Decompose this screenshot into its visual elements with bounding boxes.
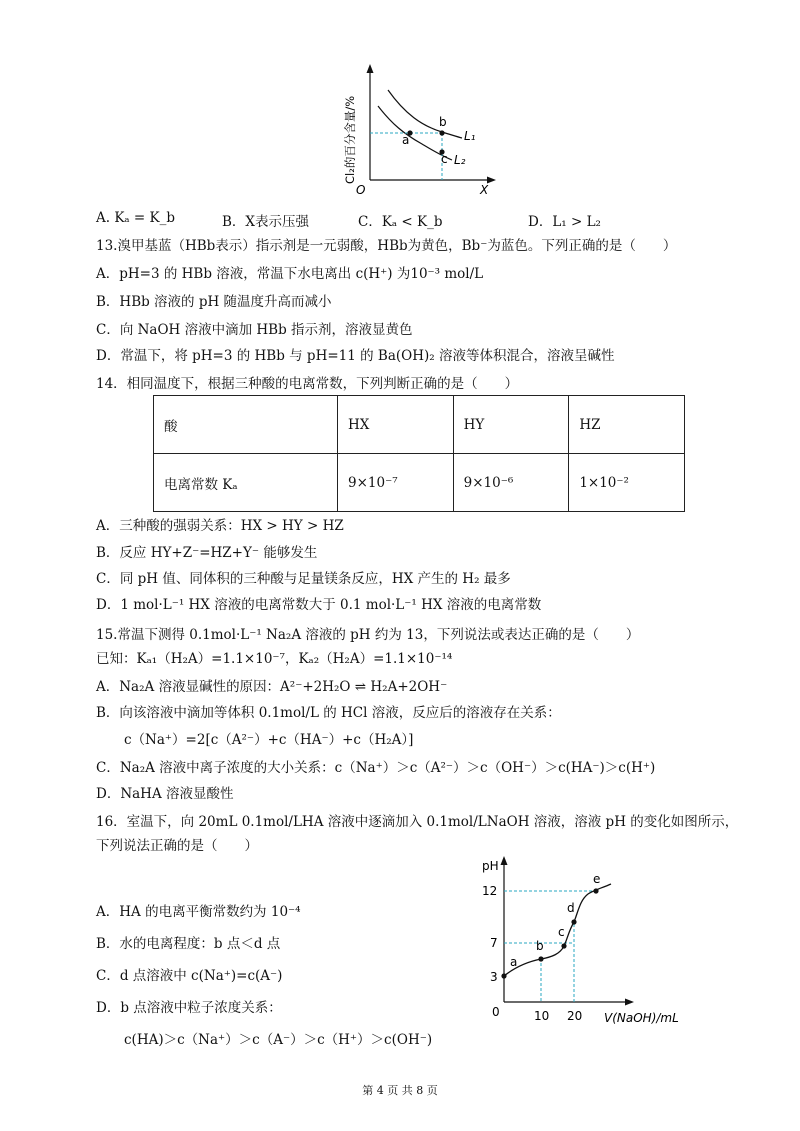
y-axis-label: Cl₂的百分含量/% — [343, 95, 357, 184]
point-c-label: c — [558, 925, 565, 939]
ka-table-cell: HZ — [569, 396, 685, 454]
q15-option-b: B．向该溶液中滴加等体积 0.1mol/L 的 HCl 溶液，反应后的溶液存在关系： — [96, 705, 561, 721]
point-d-label: d — [567, 901, 575, 915]
q13-option-d: D．常温下，将 pH=3 的 HBb 与 pH=11 的 Ba(OH)₂ 溶液等体积混合，溶液呈碱性 — [96, 348, 615, 364]
x-tick-20: 20 — [567, 1009, 583, 1023]
point-d-marker — [571, 919, 576, 924]
q15-option-a: A．Na₂A 溶液显碱性的原因：A²⁻+2H₂O ⇌ H₂A+2OH⁻ — [96, 679, 448, 695]
q14-stem: 14．相同温度下，根据三种酸的电离常数，下列判断正确的是（ ） — [96, 376, 519, 392]
curve-l1-label: L₁ — [464, 129, 476, 143]
ka-table-cell: 9×10⁻⁷ — [338, 454, 454, 512]
ka-table-cell: HX — [338, 396, 454, 454]
y-axis-arrow — [367, 64, 374, 73]
q15-option-d: D．NaHA 溶液显酸性 — [96, 786, 234, 802]
q15-known: 已知：Kₐ₁（H₂A）=1.1×10⁻⁷，Kₐ₂（H₂A）=1.1×10⁻¹⁴ — [96, 651, 453, 667]
graph-cl2-vs-x — [330, 62, 510, 200]
y-tick-3: 3 — [490, 970, 498, 984]
x-axis-label: X — [480, 183, 489, 197]
ka-table-value-row — [154, 454, 685, 512]
ka-table-cell: 酸 — [154, 396, 338, 454]
point-a-marker — [501, 973, 506, 978]
q12-option-d: D．L₁ > L₂ — [528, 214, 601, 230]
ka-table — [153, 395, 685, 512]
x-tick-10: 10 — [534, 1009, 550, 1023]
q16-stem-line2: 下列说法正确的是（ ） — [96, 838, 258, 854]
q16-stem-line1: 16．室温下，向 20mL 0.1mol/LHA 溶液中逐滴加入 0.1mol/LNaOH 溶液，溶液 pH 的变化如图所示， — [96, 814, 739, 830]
q15-option-c: C．Na₂A 溶液中离子浓度的大小关系：c（Na⁺）＞c（A²⁻）＞c（OH⁻）＞c(HA⁻)＞c(H⁺) — [96, 760, 656, 776]
q15-option-b-relation: c（Na⁺）=2[c（A²⁻）+c（HA⁻）+c（H₂A）] — [124, 732, 414, 748]
q12-option-b: B．X表示压强 — [222, 214, 310, 230]
y-axis-label: pH — [482, 859, 499, 873]
point-b-label: b — [439, 115, 447, 129]
point-b-label: b — [536, 939, 544, 953]
q13-option-a: A．pH=3 的 HBb 溶液，常温下水电离出 c(H⁺) 为10⁻³ mol/L — [96, 266, 484, 282]
q16-option-a: A．HA 的电离平衡常数约为 10⁻⁴ — [96, 904, 301, 920]
q15-stem: 15.常温下测得 0.1mol·L⁻¹ Na₂A 溶液的 pH 约为 13，下列说法或表达正确的是（ ） — [96, 627, 640, 643]
curve-l1 — [388, 90, 462, 138]
origin-label: O — [356, 183, 366, 197]
q16-option-d: D．b 点溶液中粒子浓度关系： — [96, 1000, 282, 1016]
q12-option-c: C．Kₐ < K_b — [358, 214, 443, 230]
ka-table-cell: 电离常数 Kₐ — [154, 454, 338, 512]
q14-option-a: A．三种酸的强弱关系：HX > HY > HZ — [96, 518, 344, 534]
y-tick-7: 7 — [490, 936, 498, 950]
x-axis-arrow — [487, 177, 496, 184]
q16-option-d-relation: c(HA)＞c（Na⁺）＞c（A⁻）＞c（H⁺）＞c(OH⁻) — [124, 1032, 433, 1048]
point-e-label: e — [593, 872, 601, 886]
q13-option-b: B．HBb 溶液的 pH 随温度升高而减小 — [96, 294, 332, 310]
q13-option-c: C．向 NaOH 溶液中滴加 HBb 指示剂，溶液显黄色 — [96, 322, 413, 338]
point-c-marker — [561, 943, 566, 948]
q14-option-c: C．同 pH 值、同体积的三种酸与足量镁条反应，HX 产生的 H₂ 最多 — [96, 571, 511, 587]
ka-table-header-row — [154, 396, 685, 454]
page-footer: 第 4 页 共 8 页 — [362, 1084, 438, 1097]
q12-option-a: A. Kₐ = K_b — [96, 210, 175, 226]
q14-option-d: D．1 mol·L⁻¹ HX 溶液的电离常数大于 0.1 mol·L⁻¹ HX 溶液的电离常数 — [96, 597, 542, 613]
ka-table-cell: 9×10⁻⁶ — [453, 454, 569, 512]
point-e-marker — [593, 888, 598, 893]
q16-option-c: C．d 点溶液中 c(Na⁺)=c(A⁻) — [96, 968, 283, 984]
point-a-label: a — [510, 955, 518, 969]
x-axis-label: V(NaOH)/mL — [604, 1011, 679, 1025]
point-a-label: a — [402, 133, 410, 147]
x-axis-arrow — [625, 999, 634, 1006]
q16-option-b: B．水的电离程度：b 点＜d 点 — [96, 936, 281, 952]
graph-ph-titration — [474, 850, 694, 1030]
point-b-marker — [538, 956, 543, 961]
y-tick-12: 12 — [482, 884, 498, 898]
point-c-label: c — [441, 152, 448, 166]
curve-l2-label: L₂ — [454, 153, 466, 167]
point-b-marker — [439, 130, 444, 135]
q14-option-b: B．反应 HY+Z⁻=HZ+Y⁻ 能够发生 — [96, 545, 318, 561]
x-tick-0: 0 — [492, 1005, 500, 1019]
q13-stem: 13.溴甲基蓝（HBb表示）指示剂是一元弱酸，HBb为黄色，Bb⁻为蓝色。下列正确的是（ ） — [96, 238, 677, 254]
y-axis-arrow — [501, 856, 508, 865]
ka-table-cell: HY — [453, 396, 569, 454]
ka-table-cell: 1×10⁻² — [569, 454, 685, 512]
